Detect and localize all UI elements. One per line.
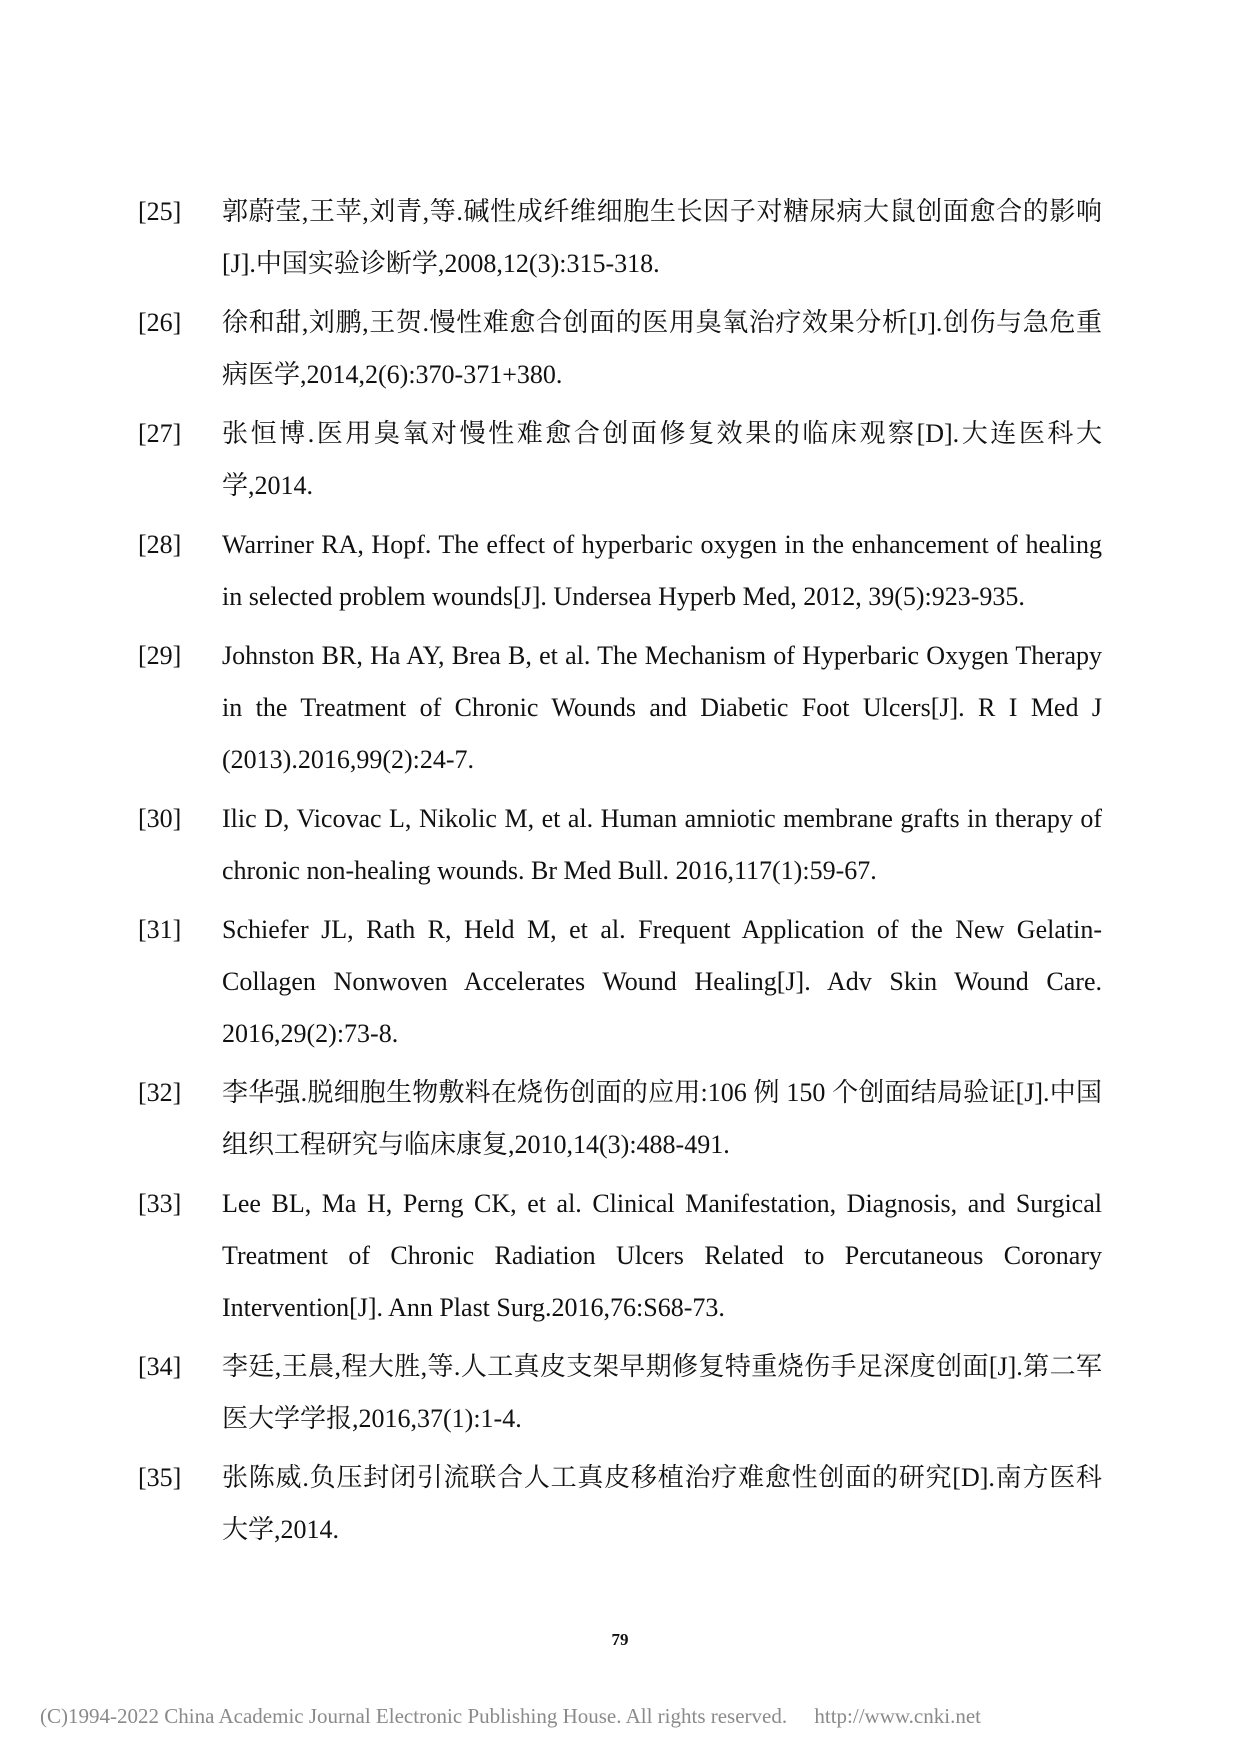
reference-item bbox=[138, 186, 1102, 290]
reference-number: [35] bbox=[138, 1463, 182, 1492]
reference-text: Warriner RA, Hopf. The effect of hyperbaric oxygen in the enhancement of healing in selected problem wounds[J]. Undersea Hyperb Med, 2012, 39(5):923-935. bbox=[222, 530, 1102, 611]
reference-number: [33] bbox=[138, 1189, 182, 1218]
reference-item bbox=[138, 630, 1102, 786]
reference-text: Lee BL, Ma H, Perng CK, et al. Clinical Manifestation, Diagnosis, and Surgical Treatment of Chronic Radiation Ulcers Related to Percutaneous Coronary Intervention[J]. Ann Plast Surg.2016,76:S68-73. bbox=[222, 1189, 1102, 1322]
page-number: 79 bbox=[611, 1630, 629, 1649]
footer-copyright: (C)1994-2022 China Academic Journal Electronic Publishing House. All rights reserved. bbox=[40, 1704, 788, 1728]
reference-number: [29] bbox=[138, 641, 182, 670]
reference-item bbox=[138, 1067, 1102, 1171]
reference-item bbox=[138, 1178, 1102, 1334]
reference-item bbox=[138, 793, 1102, 897]
footer-url[interactable]: http://www.cnki.net bbox=[814, 1704, 981, 1728]
reference-item bbox=[138, 1341, 1102, 1445]
reference-item bbox=[138, 297, 1102, 401]
reference-list bbox=[138, 186, 1102, 1563]
reference-number: [27] bbox=[138, 419, 182, 448]
reference-number: [25] bbox=[138, 197, 182, 226]
reference-item bbox=[138, 408, 1102, 512]
reference-text: Ilic D, Vicovac L, Nikolic M, et al. Human amniotic membrane grafts in therapy of chronic non-healing wounds. Br Med Bull. 2016,117(1):59-67. bbox=[222, 804, 1102, 885]
reference-number: [26] bbox=[138, 308, 182, 337]
reference-number: [30] bbox=[138, 804, 182, 833]
reference-item bbox=[138, 1452, 1102, 1556]
reference-number: [34] bbox=[138, 1352, 182, 1381]
reference-text: Johnston BR, Ha AY, Brea B, et al. The Mechanism of Hyperbaric Oxygen Therapy in the Treatment of Chronic Wounds and Diabetic Foot Ulcers[J]. R I Med J (2013).2016,99(2):24-7. bbox=[222, 641, 1102, 774]
reference-text: Schiefer JL, Rath R, Held M, et al. Frequent Application of the New Gelatin-Collagen Nonwoven Accelerates Wound Healing[J]. Adv Skin Wound Care. 2016,29(2):73-8. bbox=[222, 915, 1102, 1048]
reference-number: [28] bbox=[138, 530, 182, 559]
reference-item bbox=[138, 519, 1102, 623]
reference-text: 张恒博.医用臭氧对慢性难愈合创面修复效果的临床观察[D].大连医科大学,2014. bbox=[222, 419, 1102, 500]
reference-text: 李华强.脱细胞生物敷料在烧伤创面的应用:106 例 150 个创面结局验证[J].中国组织工程研究与临床康复,2010,14(3):488-491. bbox=[222, 1078, 1102, 1159]
reference-item bbox=[138, 904, 1102, 1060]
reference-text: 张陈威.负压封闭引流联合人工真皮移植治疗难愈性创面的研究[D].南方医科大学,2014. bbox=[222, 1463, 1102, 1544]
footer bbox=[40, 1704, 1220, 1729]
reference-text: 徐和甜,刘鹏,王贺.慢性难愈合创面的医用臭氧治疗效果分析[J].创伤与急危重病医学,2014,2(6):370-371+380. bbox=[222, 308, 1102, 389]
reference-text: 郭蔚莹,王苹,刘青,等.碱性成纤维细胞生长因子对糖尿病大鼠创面愈合的影响[J].中国实验诊断学,2008,12(3):315-318. bbox=[222, 197, 1102, 278]
reference-number: [31] bbox=[138, 915, 182, 944]
reference-number: [32] bbox=[138, 1078, 182, 1107]
reference-text: 李廷,王晨,程大胜,等.人工真皮支架早期修复特重烧伤手足深度创面[J].第二军医大学学报,2016,37(1):1-4. bbox=[222, 1352, 1102, 1433]
